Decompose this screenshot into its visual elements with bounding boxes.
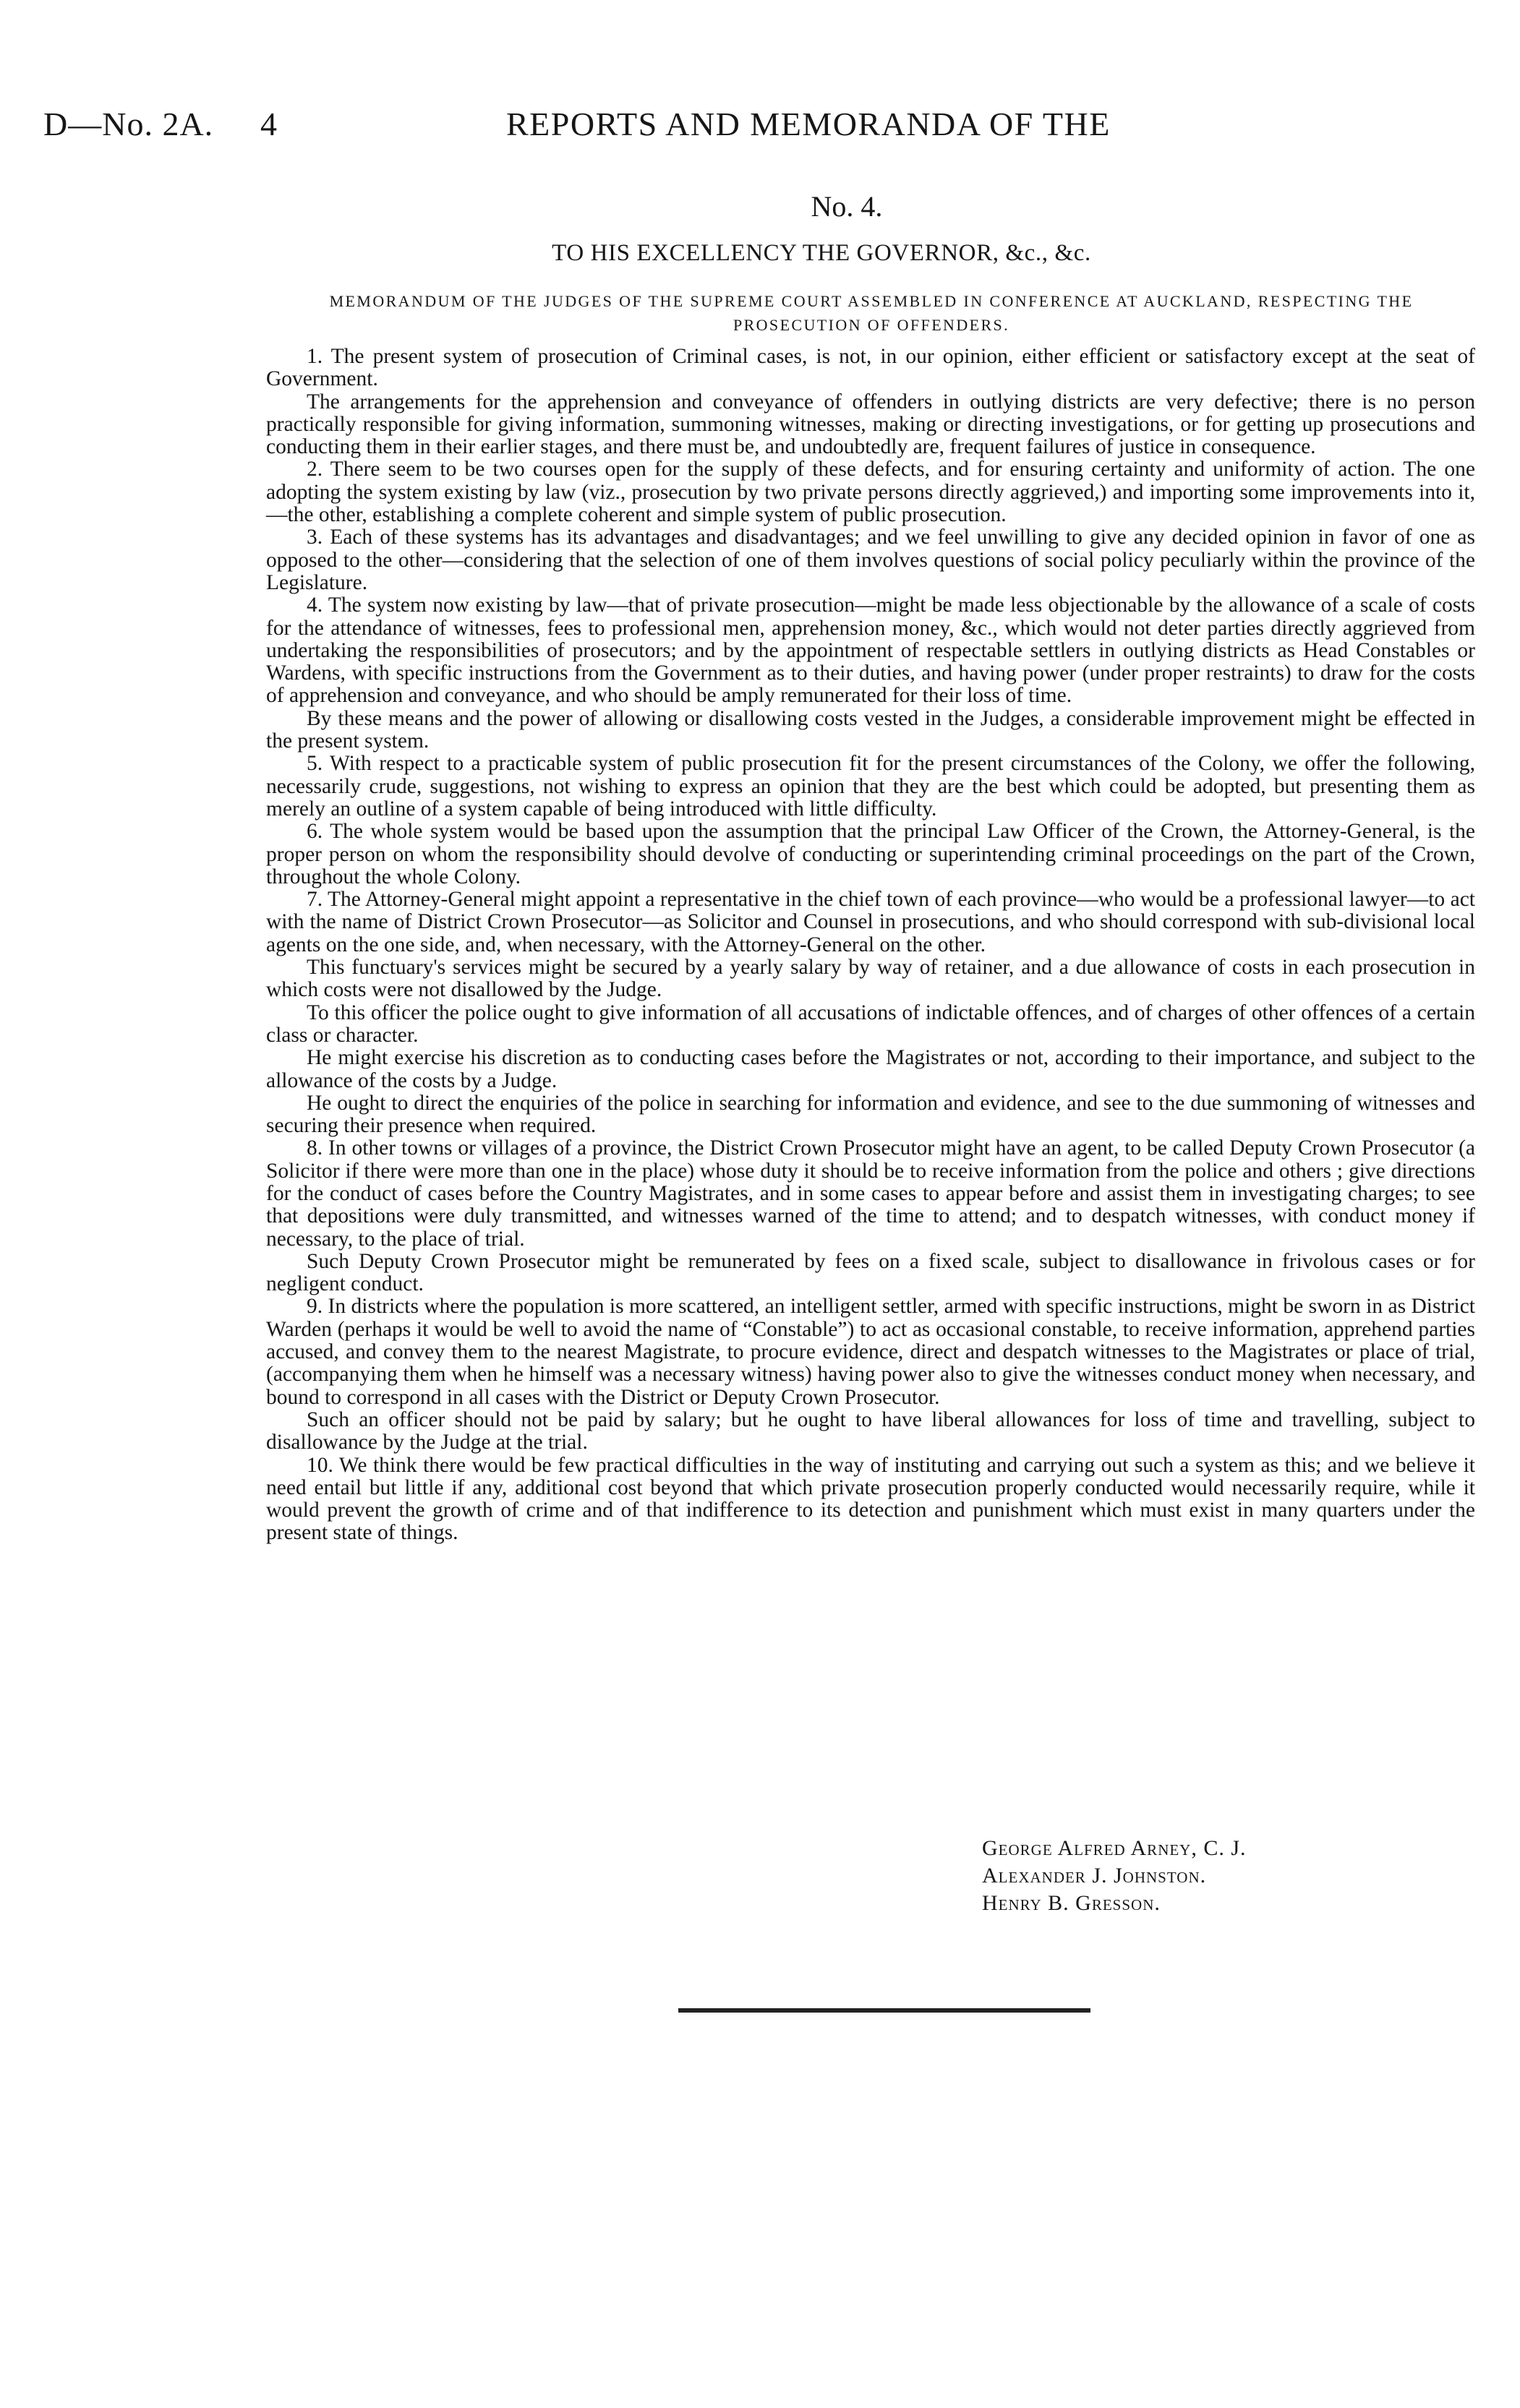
paragraph: 6. The whole system would be based upon the assumption that the principal Law Officer of the Crown, the Attorney-General, is the proper person on whom the responsibility should devolve of conducting or superintending criminal proceedings on the part of the Crown, throughout the whole Colony. — [266, 820, 1475, 888]
document-reference: D—No. 2A. — [43, 106, 214, 142]
paragraph: Such an officer should not be paid by salary; but he ought to have liberal allowances for loss of time and travelling, subject to disallowance by the Judge at the trial. — [266, 1407, 1475, 1454]
paragraph: 1. The present system of prosecution of Criminal cases, is not, in our opinion, either efficient or satisfactory except at the seat of Government. — [266, 345, 1475, 391]
paragraph: He ought to direct the enquiries of the police in searching for information and evidence, and see to the due summoning of witnesses and securing their presence when required. — [266, 1091, 1475, 1138]
memorandum-heading: MEMORANDUM OF THE JUDGES OF THE SUPREME COURT ASSEMBLED IN CONFERENCE AT AUCKLAND, RESPECTING THE PROSECUTION OF OFFENDERS. — [329, 292, 1414, 334]
paragraph: 8. In other towns or villages of a province, the District Crown Prosecutor might have an agent, to be called Deputy Crown Prosecutor (a Solicitor if there were more than one in the place) whose duty it should be to receive information from the police and others ; give directions for the conduct of cases before the Country Magistrates, and in some cases to appear before and assist them in investigating charges; to see that depositions were duly transmitted, and witnesses warned of the time to attend; and to despatch witnesses, with conduct money if necessary, to the place of trial. — [266, 1136, 1475, 1251]
signature: Alexander J. Johnston. — [982, 1864, 1207, 1888]
paragraph: 2. There seem to be two courses open for the supply of these defects, and for ensuring certainty and uniformity of action. The one adopting the system existing by law (viz., prosecution by two private persons directly aggrieved,) and importing some improvements into it,—the other, establishing a complete coherent and simple system of public prosecution. — [266, 458, 1475, 527]
page-number: 4 — [260, 106, 277, 142]
paragraph: He might exercise his discretion as to conducting cases before the Magistrates or not, according to their importance, and subject to the allowance of the costs by a Judge. — [266, 1046, 1475, 1092]
signature-block — [982, 1835, 1474, 1917]
paragraph: 3. Each of these systems has its advantages and disadvantages; and we feel unwilling to give any decided opinion in favor of one as opposed to the other—considering that the selection of one of them involves questions of social policy peculiarly within the province of the Legislature. — [266, 526, 1475, 594]
paragraph: 10. We think there would be few practical difficulties in the way of instituting and carrying out such a system as this; and we believe it need entail but little if any, additional cost beyond that which private prosecution properly conducted would necessarily require, while it would prevent the growth of crime and of that indifference to its detection and punishment which must exist in many quarters under the present state of things. — [266, 1453, 1475, 1545]
signature: George Alfred Arney, C. J. — [982, 1836, 1247, 1860]
paragraph: This functuary's services might be secured by a yearly salary by way of retainer, and a due allowance of costs in each prosecution in which costs were not disallowed by the Judge. — [266, 956, 1475, 1002]
memorandum-body — [266, 346, 1475, 1545]
document-number: No. 4. — [811, 190, 883, 223]
paragraph: To this officer the police ought to give information of all accusations of indictable offences, and of charges of other offences of a certain class or character. — [266, 1001, 1475, 1047]
paragraph: 9. In districts where the population is more scattered, an intelligent settler, armed with specific instructions, might be sworn in as District Warden (perhaps it would be well to avoid the name of “Constable”) to act as occasional constable, to receive information, apprehend parties accused, and convey them to the nearest Magistrate, to procure evidence, direct and despatch witnesses to the Magistrates or place of trial, (accompanying them when he himself was a necessary witness) having power also to give the witnesses conduct money when necessary, and bound to correspond in all cases with the District or Deputy Crown Prosecutor. — [266, 1295, 1475, 1409]
closing-rule — [678, 2008, 1090, 2013]
paragraph: 5. With respect to a practicable system of public prosecution fit for the present circumstances of the Colony, we offer the following, necessarily crude, suggestions, not wishing to express an opinion that they are the best which could be adopted, but presenting them as merely an outline of a system capable of being introduced with little difficulty. — [266, 752, 1475, 820]
paragraph: The arrangements for the apprehension and conveyance of offenders in outlying districts are very defective; there is no person practically responsible for giving information, summoning witnesses, making or directing investigations, or for getting up prosecutions and conducting them in their earlier stages, and there must be, and undoubtedly are, frequent failures of justice in consequence. — [266, 390, 1475, 459]
paragraph: Such Deputy Crown Prosecutor might be remunerated by fees on a fixed scale, subject to disallowance in frivolous cases or for negligent conduct. — [266, 1249, 1475, 1296]
running-header — [43, 105, 1475, 155]
paragraph: 7. The Attorney-General might appoint a representative in the chief town of each province—who would be a professional lawyer—to act with the name of District Crown Prosecutor—as Solicitor and Counsel in prosecutions, and who should correspond with sub-divisional local agents on the one side, and, when necessary, with the Attorney-General on the other. — [266, 888, 1475, 956]
signature: Henry B. Gresson. — [982, 1891, 1161, 1915]
running-title: REPORTS AND MEMORANDA OF THE — [506, 106, 1111, 142]
paragraph: 4. The system now existing by law—that of private prosecution—might be made less objectionable by the allowance of a scale of costs for the attendance of witnesses, fees to professional men, apprehension money, &c., which would not deter parties directly aggrieved from undertaking the responsibilities of prosecutors; and by the appointment of respectable settlers in outlying districts as Head Constables or Wardens, with specific instructions from the Government as to their duties, and having power (under proper restraints) to draw for the costs of apprehension and conveyance, and who should be amply remunerated for their loss of time. — [266, 594, 1475, 708]
paragraph: By these means and the power of allowing or disallowing costs vested in the Judges, a considerable improvement might be effected in the present system. — [266, 706, 1475, 753]
address-line: TO HIS EXCELLENCY THE GOVERNOR, &c., &c. — [552, 240, 1091, 266]
